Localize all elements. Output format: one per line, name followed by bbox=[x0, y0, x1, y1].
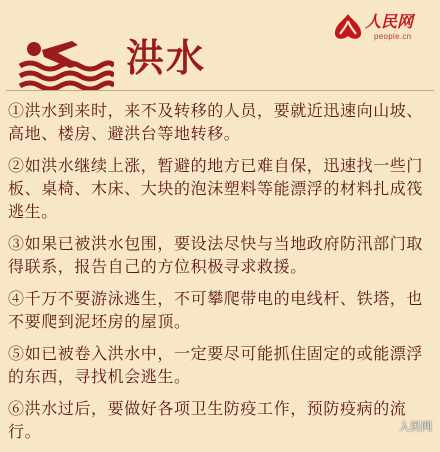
watermark: 人民网 bbox=[399, 421, 432, 433]
list-item bbox=[8, 232, 434, 278]
item-number: ③ bbox=[8, 234, 25, 253]
item-text: 洪水过后，要做好各项卫生防疫工作，预防疫病的流行。 bbox=[8, 399, 407, 441]
item-number: ② bbox=[8, 156, 25, 175]
item-text: 洪水到来时，来不及转移的人员，要就近迅速向山坡、高地、楼房、避洪台等地转移。 bbox=[8, 101, 424, 143]
people-logo bbox=[332, 8, 436, 48]
header bbox=[0, 0, 440, 92]
swimmer-waves-icon bbox=[18, 36, 114, 90]
list-item bbox=[8, 99, 434, 145]
people-logo-icon bbox=[332, 12, 364, 42]
item-number: ① bbox=[8, 101, 25, 120]
item-text: 千万不要游泳逃生，不可攀爬带电的电线杆、铁塔，也不要爬到泥坯房的屋顶。 bbox=[8, 289, 424, 331]
item-number: ⑥ bbox=[8, 399, 25, 418]
tips-list bbox=[8, 99, 434, 452]
list-item bbox=[8, 397, 434, 443]
item-text: 如洪水继续上涨，暂避的地方已难自保，迅速找一些门板、桌椅、木床、大块的泡沫塑料等能漂浮的材料扎成筏逃生。 bbox=[8, 156, 424, 221]
header-divider bbox=[6, 90, 434, 91]
logo-url: people.cn bbox=[374, 32, 412, 41]
list-item bbox=[8, 154, 434, 223]
item-text: 如果已被洪水包围，要设法尽快与当地政府防汛部门取得联系，报告自己的方位积极寻求救援。 bbox=[8, 234, 424, 276]
list-item bbox=[8, 287, 434, 333]
logo-name: 人民网 bbox=[365, 12, 414, 31]
item-number: ④ bbox=[8, 289, 25, 308]
list-item bbox=[8, 342, 434, 388]
item-text: 如已被卷入洪水中，一定要尽可能抓住固定的或能漂浮的东西，寻找机会逃生。 bbox=[8, 344, 424, 386]
item-number: ⑤ bbox=[8, 344, 25, 363]
page-title: 洪水 bbox=[126, 36, 207, 80]
